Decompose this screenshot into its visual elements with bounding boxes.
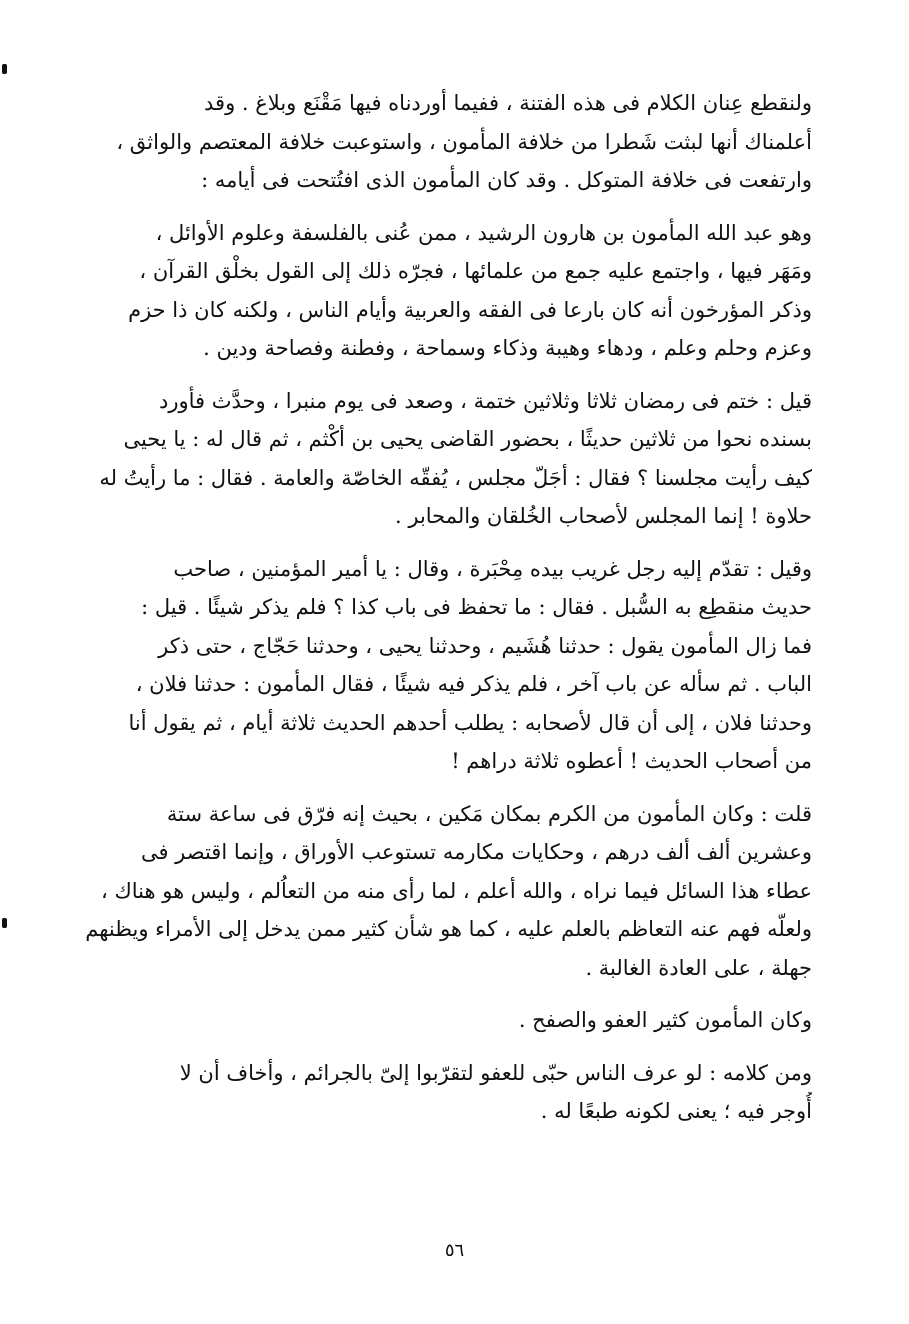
text-line: وذكر المؤرخون أنه كان بارعا فى الفقه والعربية وأيام الناس ، ولكنه كان ذا حزم xyxy=(128,297,812,322)
text-line: بسنده نحوا من ثلاثين حديثًا ، بحضور القاضى يحيى بن أكْثم ، ثم قال له : يا يحيى xyxy=(123,427,812,451)
page-number: ٥٦ xyxy=(444,1240,465,1261)
text-line: حلاوة ! إنما المجلس لأصحاب الخُلقان والمحابر . xyxy=(395,504,812,528)
text-line: وهو عبد الله المأمون بن هارون الرشيد ، ممن عُنى بالفلسفة وعلوم الأوائل ، xyxy=(155,220,812,245)
text-line: عطاء هذا السائل فيما نراه ، والله أعلم ، لما رأى منه من التعاُلم ، وليس هو هناك ، xyxy=(101,878,812,903)
paragraph-biography xyxy=(72,214,812,368)
text-line: من أصحاب الحديث ! أعطوه ثلاثة دراهم ! xyxy=(451,749,812,773)
text-line: أُوجر فيه ؛ يعنى لكونه طبعًا له . xyxy=(540,1099,812,1123)
text-line: كيف رأيت مجلسنا ؟ فقال : أجَلّ مجلس ، يُفقّه الخاصّة والعامة . فقال : ما رأيتُ له xyxy=(99,465,812,490)
text-line: وكان المأمون كثير العفو والصفح . xyxy=(518,1008,812,1032)
paragraph-khatm xyxy=(72,382,812,536)
text-line: وحدثنا فلان ، إلى أن قال لأصحابه : يطلب أحدهم الحديث ثلاثة أيام ، ثم يقول أنا xyxy=(128,710,812,735)
text-line: وعزم وحلم وعلم ، ودهاء وهيبة وذكاء وسماحة ، وفطنة وفصاحة ودين . xyxy=(203,336,812,360)
text-line: حديث منقطِع به السُّبل . فقال : ما تحفظ فى باب كذا ؟ فلم يذكر شيئًا . قيل : xyxy=(141,595,812,619)
text-line: جهلة ، على العادة الغالبة . xyxy=(585,955,812,980)
text-line: قلت : وكان المأمون من الكرم بمكان مَكين ، بحيث إنه فرّق فى ساعة ستة xyxy=(166,801,812,826)
margin-mark-middle xyxy=(2,918,7,928)
page-body xyxy=(72,84,812,1145)
text-line: قيل : ختم فى رمضان ثلاثا وثلاثين ختمة ، وصعد فى يوم منبرا ، وحدَّث فأورد xyxy=(158,388,812,413)
paragraph-intro xyxy=(72,84,812,200)
text-line: وعشرين ألف ألف درهم ، وحكايات مكارمه تستوعب الأوراق ، وإنما اقتصر فى xyxy=(140,840,812,864)
paragraph-forgiveness xyxy=(72,1001,812,1040)
text-line: وقيل : تقدّم إليه رجل غريب بيده مِحْبَرة ، وقال : يا أمير المؤمنين ، صاحب xyxy=(173,556,812,581)
paragraph-generosity xyxy=(72,795,812,988)
text-line: وارتفعت فى خلافة المتوكل . وقد كان المأمون الذى افتُتحت فى أيامه : xyxy=(201,168,812,192)
paragraph-stranger xyxy=(72,550,812,781)
text-line: ومن كلامه : لو عرف الناس حبّى للعفو لتقرّبوا إلىّ بالجرائم ، وأخاف أن لا xyxy=(179,1060,812,1085)
text-line: أعلمناك أنها لبثت شَطرا من خلافة المأمون ، واستوعبت خلافة المعتصم والواثق ، xyxy=(116,129,812,154)
text-line: ولعلّه فهم عنه التعاظم بالعلم عليه ، كما هو شأن كثير ممن يدخل إلى الأمراء ويظنهم xyxy=(85,917,812,941)
text-line: الباب . ثم سأله عن باب آخر ، فلم يذكر فيه شيئًا ، فقال المأمون : حدثنا فلان ، xyxy=(135,672,812,696)
text-line: فما زال المأمون يقول : حدثنا هُشَيم ، وحدثنا يحيى ، وحدثنا حَجّاج ، حتى ذكر xyxy=(158,633,812,658)
paragraph-saying xyxy=(72,1054,812,1131)
text-line: ولنقطع عِنان الكلام فى هذه الفتنة ، ففيما أوردناه فيها مَقْنَع وبلاغ . وقد xyxy=(204,91,812,115)
text-line: ومَهَر فيها ، واجتمع عليه جمع من علمائها ، فجرّه ذلك إلى القول بخلْق القرآن ، xyxy=(139,259,812,283)
margin-mark-top xyxy=(2,64,7,74)
